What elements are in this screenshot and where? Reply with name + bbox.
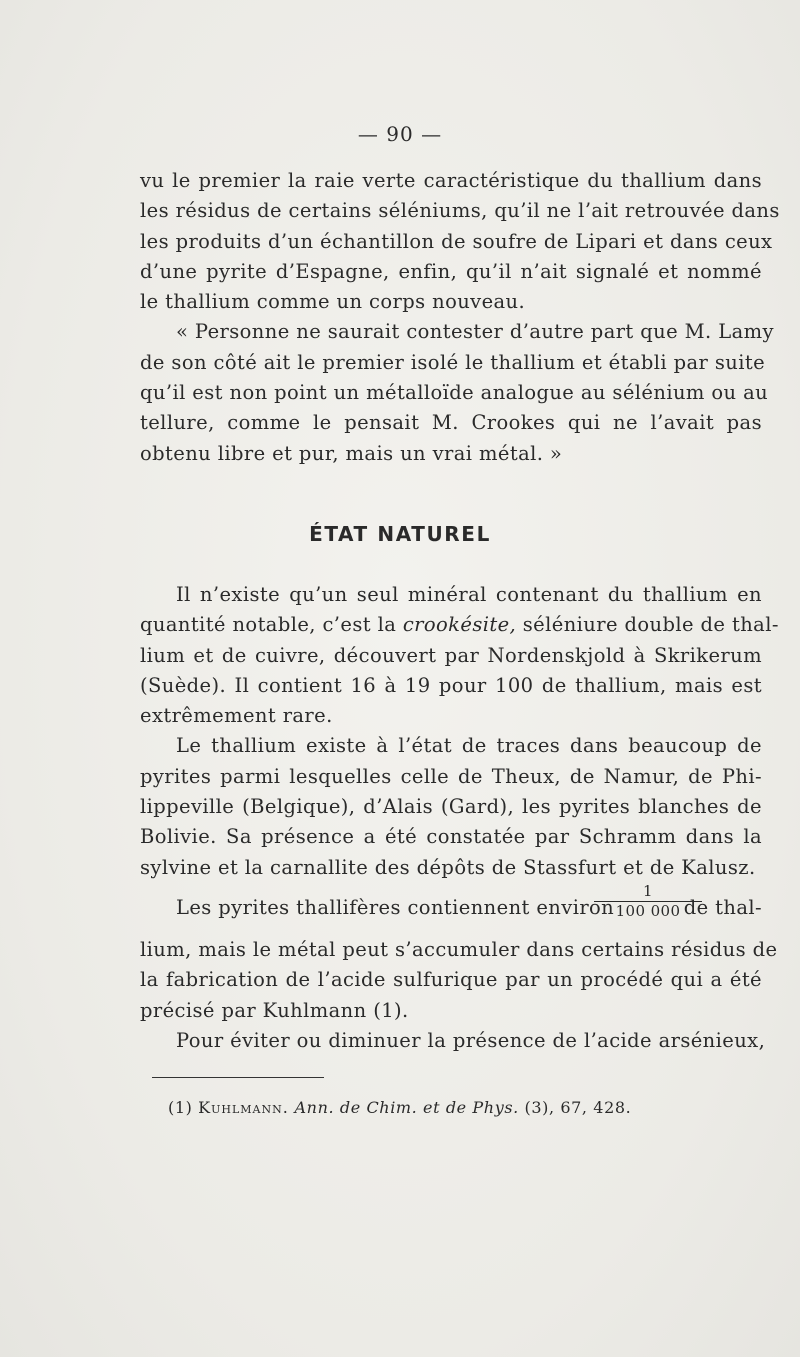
text-run: de thal-: [683, 896, 762, 919]
text-run: Les pyrites thallifères contiennent environ: [176, 896, 615, 919]
text-run: séléniure double de thal-: [516, 613, 779, 637]
paragraphs-top: [140, 166, 780, 469]
paragraph-line: Le thallium existe à l’état de traces dans beaucoup de: [176, 734, 762, 758]
quote-line: obtenu libre et pur, mais un vrai métal. »: [140, 441, 563, 465]
paragraph-line: pyrites parmi lesquelles celle de Theux, de Namur, de Phi-: [140, 764, 762, 788]
paragraphs-middle: [140, 580, 779, 883]
quote-line: « Personne ne saurait contester d’autre part que M. Lamy: [176, 320, 774, 344]
paragraph-line: lium, mais le métal peut s’accumuler dans certains résidus de: [140, 938, 778, 961]
paragraph-line: le thallium comme un corps nouveau.: [140, 290, 526, 314]
paragraph-line: les produits d’un échantillon de soufre de Lipari et dans ceux: [140, 229, 773, 253]
paragraph-line: lippeville (Belgique), d’Alais (Gard), les pyrites blanches de: [140, 795, 762, 819]
footnote-rule: [152, 1077, 324, 1078]
paragraph-line: extrêmement rare.: [140, 704, 333, 728]
page-number: — 90 —: [357, 122, 443, 146]
quote-line: tellure, comme le pensait M. Crookes qui ne l’avait pas: [140, 411, 762, 435]
paragraph-line: précisé par Kuhlmann (1).: [140, 998, 409, 1022]
fraction-numerator: 1: [594, 883, 702, 902]
text-run: quantité notable, c’est la: [140, 613, 403, 637]
paragraph-line: la fabrication de l’acide sulfurique par un procédé qui a été: [140, 968, 762, 992]
paragraph-line: Bolivie. Sa présence a été constatée par Schramm dans la: [140, 825, 762, 849]
paragraph-line: les résidus de certains séléniums, qu’il ne l’ait retrouvée dans: [140, 199, 780, 223]
fraction-denominator: 100 000: [615, 902, 681, 920]
paragraph-line: vu le premier la raie verte caractéristique du thallium dans: [140, 169, 762, 192]
footnote-author: Kuhlmann.: [198, 1098, 289, 1117]
footnote-reference: (3), 67, 428.: [524, 1098, 632, 1117]
paragraph-line: Pour éviter ou diminuer la présence de l’acide arsénieux,: [176, 1028, 766, 1052]
footnote: [168, 1098, 631, 1117]
paragraphs-bottom: [140, 935, 778, 1056]
paragraph-line: (Suède). Il contient 16 à 19 pour 100 de thallium, mais est: [140, 673, 762, 697]
paragraph-line: Il n’existe qu’un seul minéral contenant du thallium en: [176, 583, 762, 606]
quote-line: qu’il est non point un métalloïde analogue au sélénium ou au: [140, 381, 769, 405]
paragraph-line: sylvine et la carnallite des dépôts de Stassfurt et de Kalusz.: [140, 855, 756, 879]
italic-term: crookésite,: [402, 613, 517, 637]
paragraph-line-with-italic: [140, 610, 779, 640]
section-heading: ÉTAT NATUREL: [309, 522, 491, 546]
paragraph-line: d’une pyrite d’Espagne, enfin, qu’il n’ait signalé et nommé: [140, 259, 762, 283]
quote-line: de son côté ait le premier isolé le thallium et établi par suite: [140, 350, 766, 374]
footnote-journal: Ann. de Chim. et de Phys.: [294, 1098, 519, 1117]
footnote-marker: (1): [168, 1098, 193, 1117]
paragraph-line: lium et de cuivre, découvert par Nordenskjold à Skrikerum: [140, 643, 762, 667]
